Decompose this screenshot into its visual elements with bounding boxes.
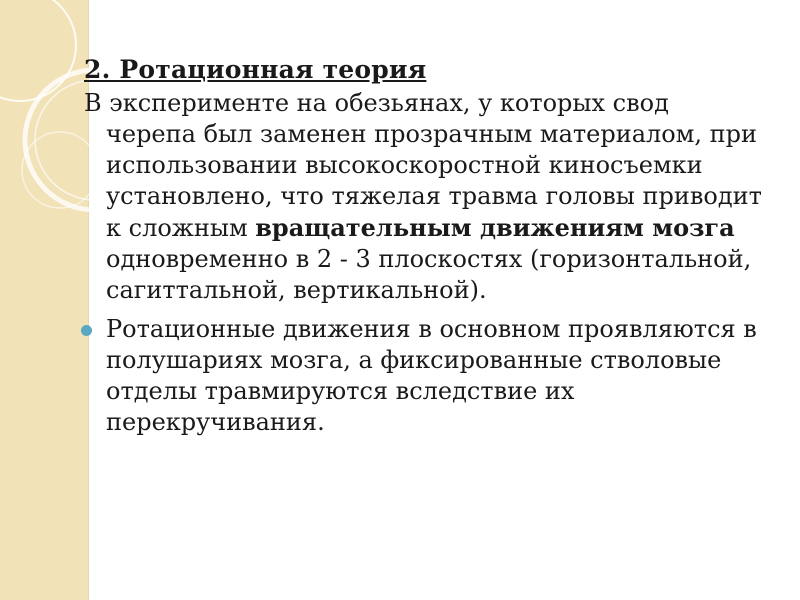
bullet-dot-icon — [81, 325, 92, 336]
main-paragraph — [84, 88, 764, 306]
bullet-item — [84, 314, 764, 438]
paragraph-bold-text: вращательным движениям мозга — [255, 213, 735, 242]
paragraph-text-2: одновременно в 2 - 3 плоскостях (горизонтальной, сагиттальной, вертикальной). — [106, 245, 752, 304]
paragraph-text-1: В эксперименте на обезьянах, у которых свод черепа был заменен прозрачным материалом, при использовании высокоскоростной киносъемки установлено, что тяжелая травма головы приводит к сложным — [84, 89, 762, 242]
slide-title: 2. Ротационная теория — [84, 55, 427, 84]
slide-content — [84, 52, 764, 438]
bullet-text: Ротационные движения в основном проявляются в полушариях мозга, а фиксированные стволовые отделы травмируются вследствие их перекручивания. — [106, 315, 757, 436]
